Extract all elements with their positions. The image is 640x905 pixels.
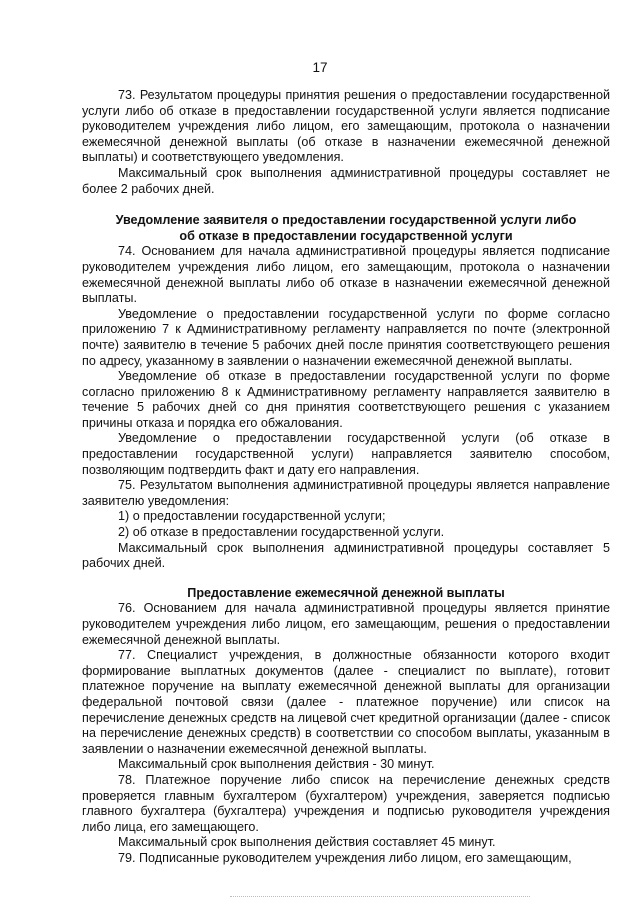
list-item-1: 1) о предоставлении государственной услуги; xyxy=(118,509,386,524)
scan-edge-artifact xyxy=(230,896,530,899)
section-heading-notification-line2: об отказе в предоставлении государственной услуги xyxy=(179,228,513,243)
paragraph-77: 77. Специалист учреждения, в должностные обязанности которого входит формирование выплатных документов (далее - специалист по выплате), готовит платежное поручение на выплату ежемесячной денежной выплаты для организации федеральной почтовой связи (далее - платежное поручение) или список на перечисление денежных средств на лицевой счет кредитной организации (далее - список на перечисление денежных средств) в соответствии со способом выплаты, указанным в заявлении о назначении ежемесячной денежной выплаты. xyxy=(82,648,610,756)
paragraph-max-term-73: Максимальный срок выполнения административной процедуры составляет не более 2 рабочих дней. xyxy=(82,165,610,196)
section-heading-notification-line1: Уведомление заявителя о предоставлении государственной услуги либо xyxy=(115,213,577,228)
paragraph-76: 76. Основанием для начала административной процедуры является принятие руководителем учреждения либо лицом, его замещающим, решения о предоставлении ежемесячной денежной выплаты. xyxy=(82,601,610,647)
paragraph-78: 78. Платежное поручение либо список на перечисление денежных средств проверяется главным бухгалтером (бухгалтером) учреждения, заверяется подписью главного бухгалтера (бухгалтера) учреждения и подписью руководителя учреждения либо лица, его замещающего. xyxy=(82,772,610,834)
paragraph-max-term-75: Максимальный срок выполнения административной процедуры составляет 5 рабочих дней. xyxy=(82,540,610,571)
paragraph-notice-granted: Уведомление о предоставлении государственной услуги по форме согласно приложению 7 к Административному регламенту направляется по почте (электронной почте) заявителю в течение 5 рабочих дней после принятия соответствующего решения по адресу, указанному в заявлении о назначении ежемесячной денежной выплаты. xyxy=(82,306,610,368)
paragraph-notice-method: Уведомление о предоставлении государственной услуги (об отказе в предоставлении государственной услуги) направляется заявителю способом, позволяющим подтвердить факт и дату его направления. xyxy=(82,431,610,477)
paragraph-79: 79. Подписанные руководителем учреждения либо лицом, его замещающим, xyxy=(118,850,572,865)
paragraph-notice-refused: Уведомление об отказе в предоставлении государственной услуги по форме согласно приложению 8 к Административному регламенту направляется заявителю в течение 5 рабочих дней со дня принятия соответствующего решения с указанием причины отказа и порядка его обжалования. xyxy=(82,369,610,430)
paragraph-max-term-78: Максимальный срок выполнения действия составляет 45 минут. xyxy=(118,835,496,850)
paragraph-max-term-77: Максимальный срок выполнения действия - 30 минут. xyxy=(118,757,435,772)
section-heading-payment: Предоставление ежемесячной денежной выплаты xyxy=(187,585,505,600)
document-body xyxy=(82,88,610,867)
paragraph-75: 75. Результатом выполнения административной процедуры является направление заявителю уведомления: xyxy=(82,478,610,508)
paragraph-74: 74. Основанием для начала административной процедуры является подписание руководителем учреждения либо лицом, его замещающим, протокола о назначении ежемесячной денежной выплаты либо об отказе в назначении ежемесячной денежной выплаты. xyxy=(82,244,610,306)
list-item-2: 2) об отказе в предоставлении государственной услуги. xyxy=(118,525,445,540)
page-number: 17 xyxy=(312,60,328,75)
paragraph-73: 73. Результатом процедуры принятия решения о предоставлении государственной услуги либо об отказе в предоставлении государственной услуги является подписание руководителем учреждения либо лицом, его замещающим, протокола о назначении ежемесячной денежной выплаты (об отказе в назначении ежемесячной денежной выплаты) и соответствующего уведомления. xyxy=(82,88,610,165)
